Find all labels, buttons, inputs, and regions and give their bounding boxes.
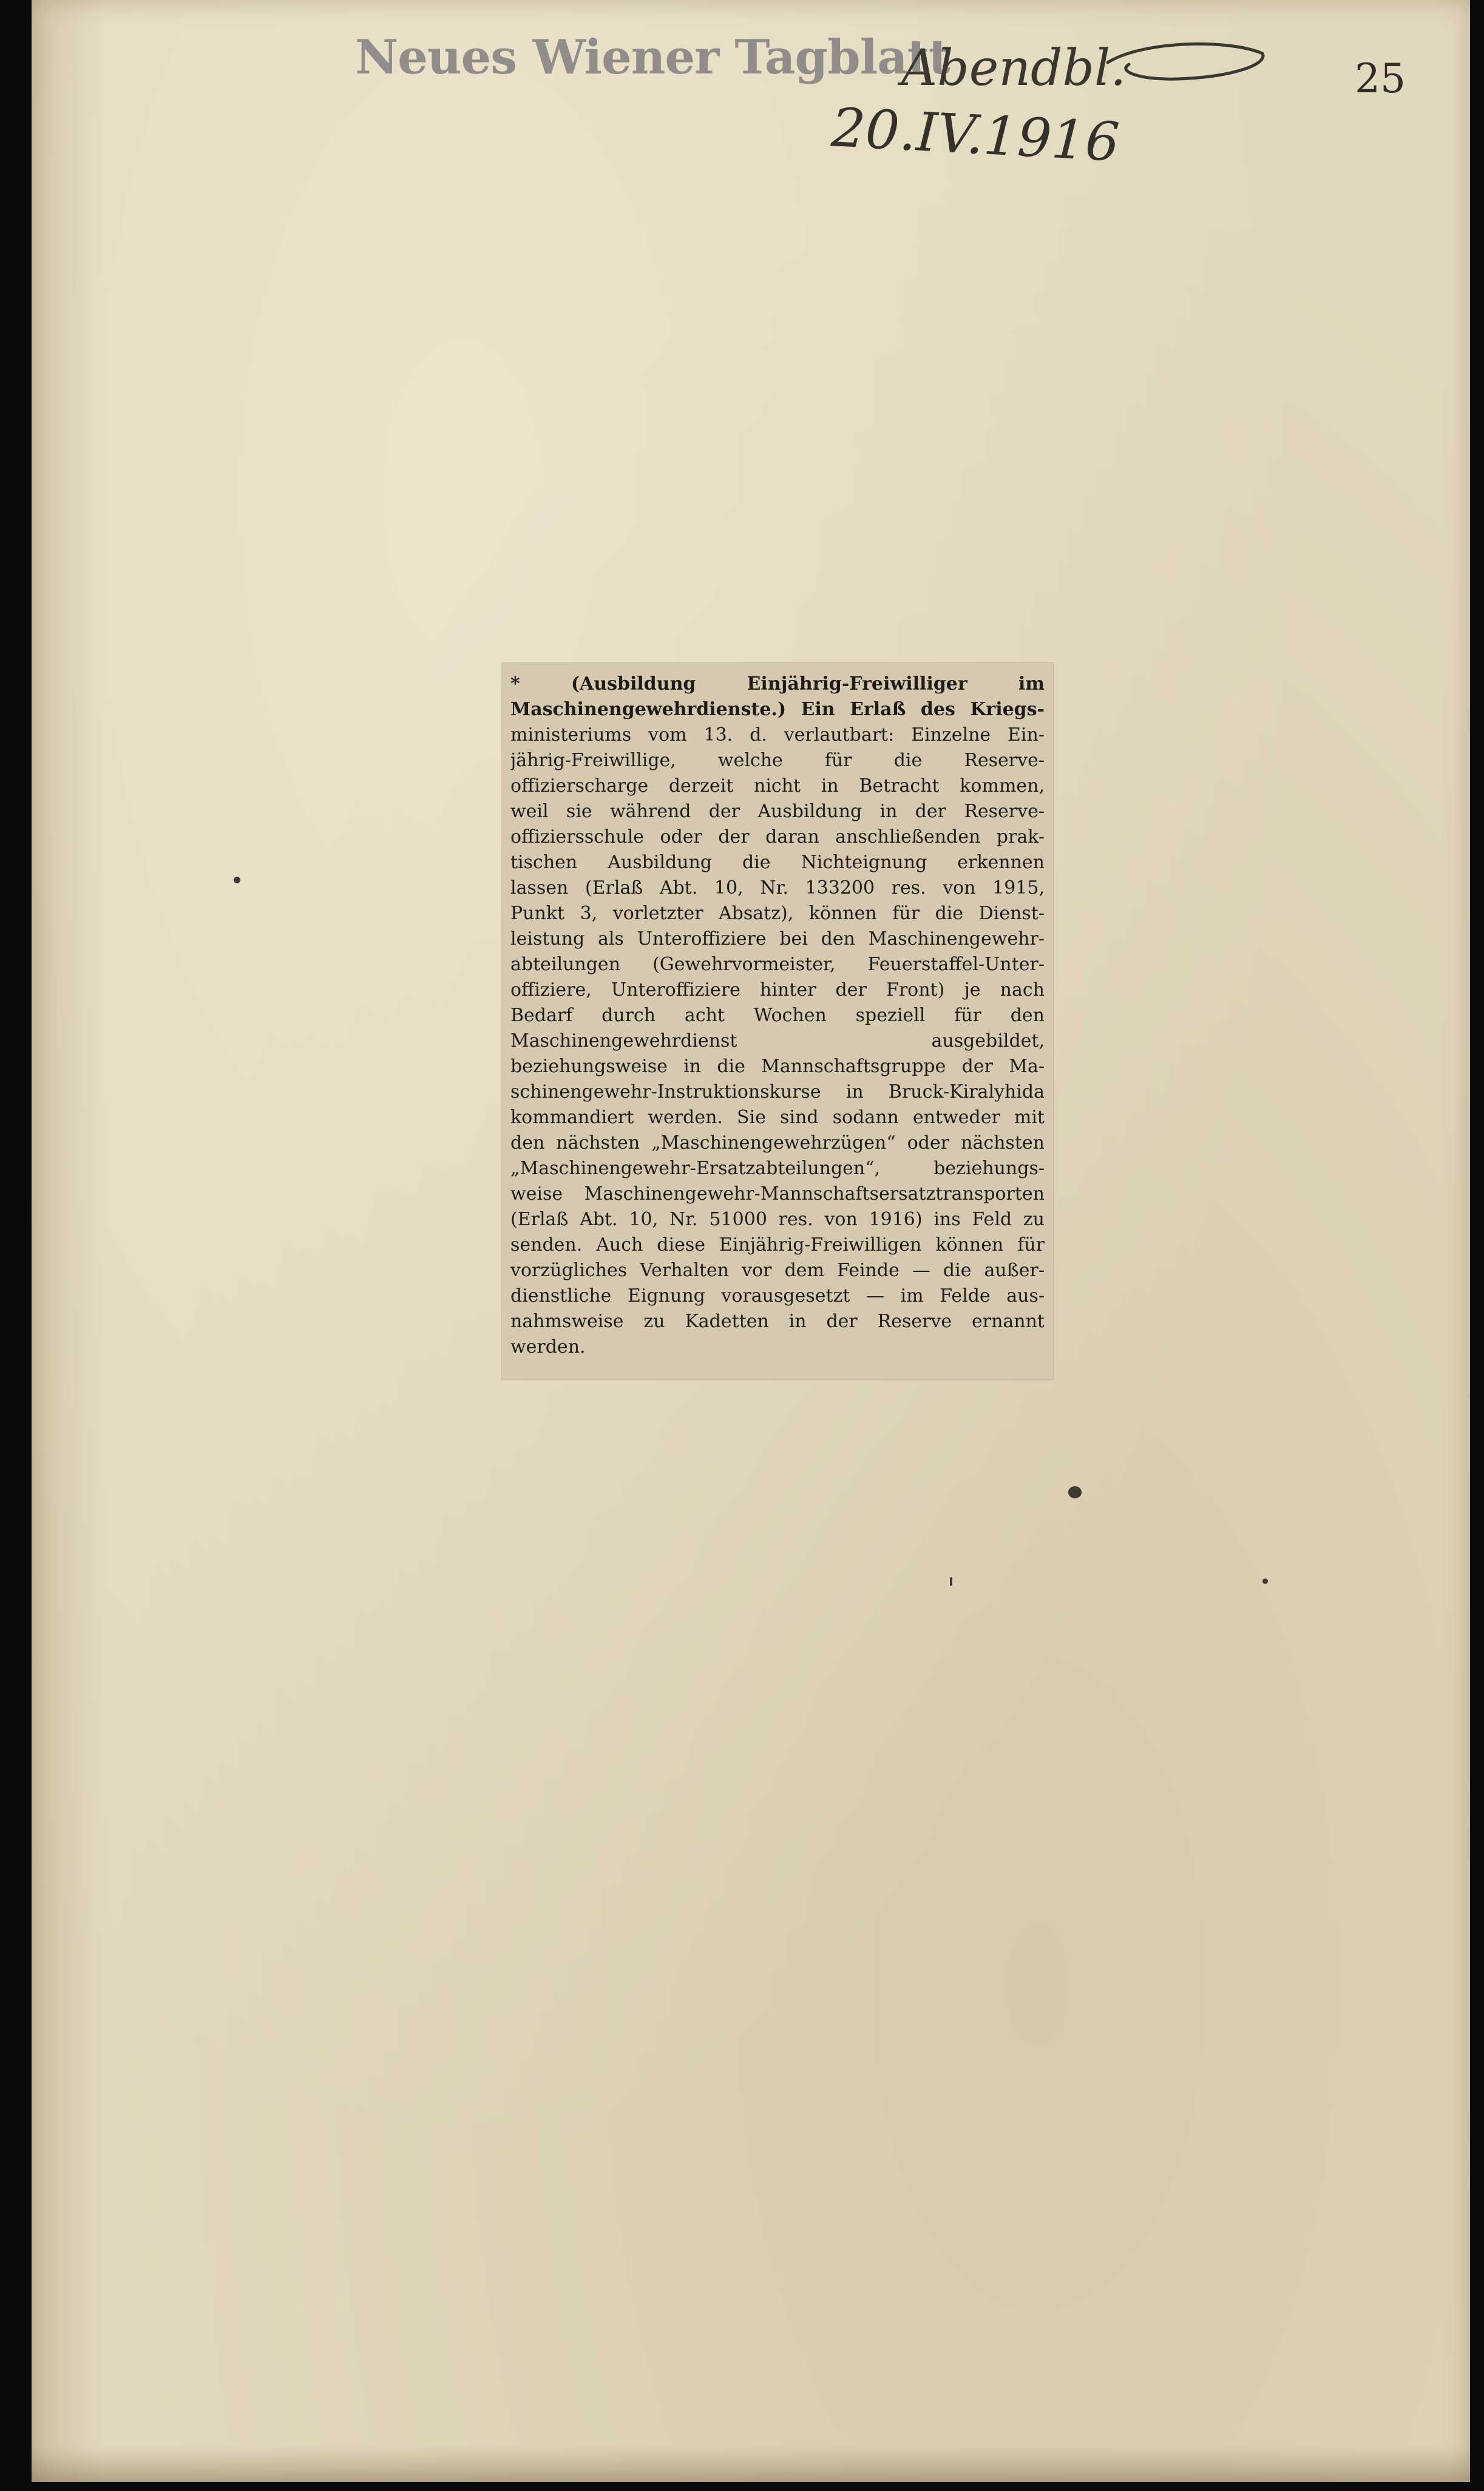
handwritten-edition-note: Abendbl.: [901, 39, 1127, 97]
handwritten-flourish: [1105, 35, 1269, 90]
article-line: jährig-Freiwillige, welche für die Reserve-: [510, 750, 1045, 771]
article-line: Maschinengewehrdienst ausgebildet,: [510, 1030, 1045, 1052]
article-line: Maschinengewehrdienste.) Ein Erlaß des Kriegs-: [510, 699, 1045, 720]
article-line: offizierscharge derzeit nicht in Betracht kommen,: [510, 775, 1045, 797]
article-line: * (Ausbildung Einjährig-Freiwilliger im: [510, 673, 1045, 695]
article-line: leistung als Unteroffiziere bei den Maschinengewehr-: [510, 928, 1045, 950]
article-line: vorzügliches Verhalten vor dem Feinde — die außer-: [510, 1260, 1045, 1281]
article-line: (Erlaß Abt. 10, Nr. 51000 res. von 1916) ins Feld zu: [510, 1209, 1045, 1230]
handwritten-date: 20.IV.1916: [830, 96, 1121, 174]
paper-speck: [1068, 1486, 1082, 1498]
article-line: „Maschinengewehr-Ersatzabteilungen“, beziehungs-: [510, 1158, 1045, 1179]
page-number: 25: [1355, 55, 1406, 102]
newspaper-name-stamp: Neues Wiener Tagblatt: [355, 30, 950, 85]
article-line: schinengewehr-Instruktionskurse in Bruck-Kiralyhida: [510, 1081, 1045, 1103]
article-line: dienstliche Eignung vorausgesetzt — im Felde aus-: [510, 1285, 1045, 1307]
article-line: weise Maschinengewehr-Mannschaftsersatztransporten: [510, 1183, 1045, 1205]
article-line: offiziere, Unteroffiziere hinter der Front) je nach: [510, 979, 1045, 1001]
article-line: nahmsweise zu Kadetten in der Reserve ernannt: [510, 1311, 1045, 1332]
paper-bottom-shading: [32, 2445, 1470, 2482]
paper-speck: [1262, 1579, 1268, 1584]
newspaper-clipping: [502, 663, 1053, 1379]
article-line: senden. Auch diese Einjährig-Freiwilligen können für: [510, 1234, 1045, 1256]
article-line: beziehungsweise in die Mannschaftsgruppe der Ma-: [510, 1056, 1045, 1077]
article-line: kommandiert werden. Sie sind sodann entweder mit: [510, 1107, 1045, 1128]
article-line: lassen (Erlaß Abt. 10, Nr. 133200 res. von 1915,: [510, 877, 1045, 899]
article-line: abteilungen (Gewehrvormeister, Feuerstaffel-Unter-: [510, 954, 1045, 975]
article-line: Bedarf durch acht Wochen speziell für den: [510, 1005, 1045, 1026]
article-line: ministeriums vom 13. d. verlautbart: Einzelne Ein-: [510, 724, 1045, 746]
paper-speck: [950, 1577, 952, 1586]
article-line: tischen Ausbildung die Nichteignung erkennen: [510, 852, 1045, 873]
article-line: den nächsten „Maschinengewehrzügen“ oder nächsten: [510, 1132, 1045, 1154]
article-line: weil sie während der Ausbildung in der Reserve-: [510, 801, 1045, 822]
article-line: offiziersschule oder der daran anschließenden prak-: [510, 826, 1045, 848]
paper-edge-shading: [32, 0, 104, 2482]
paper-speck: [234, 877, 240, 883]
article-line: Punkt 3, vorletzter Absatz), können für die Dienst-: [510, 903, 1045, 924]
article-line: werden.: [510, 1336, 586, 1358]
